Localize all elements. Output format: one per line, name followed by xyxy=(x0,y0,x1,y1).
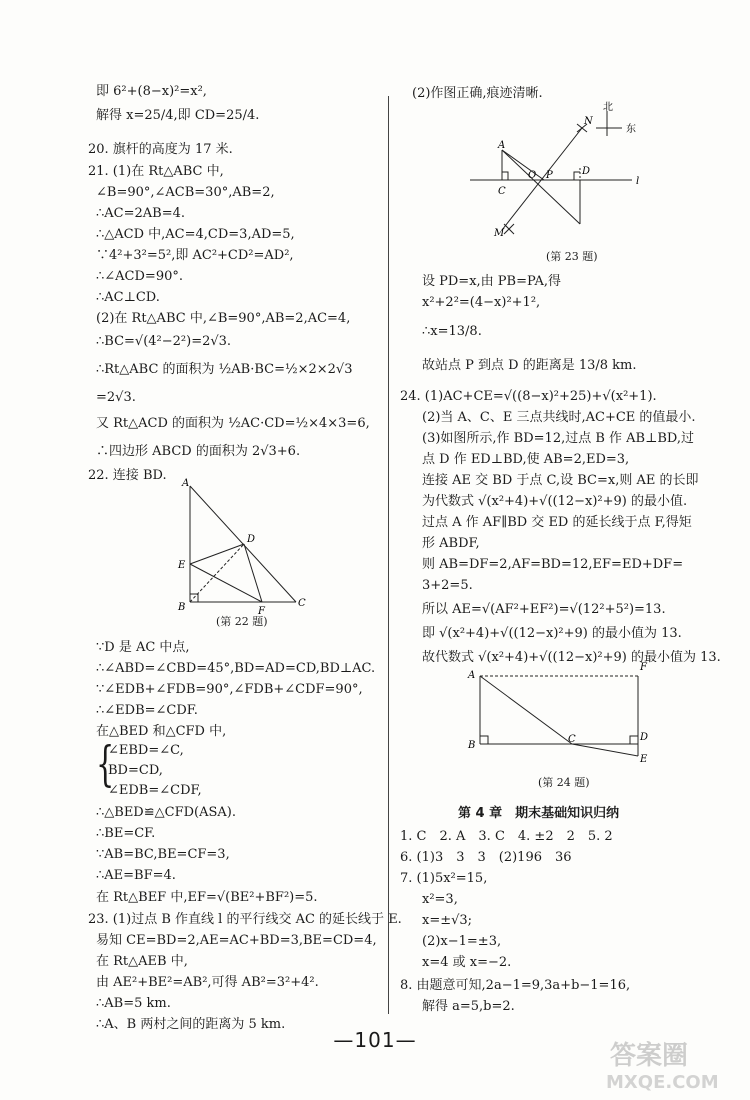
figure-23-diagram xyxy=(462,102,662,246)
figure-22-caption: (第 22 题) xyxy=(216,615,268,628)
text-line: 7. (1)5x²=15, xyxy=(400,871,488,886)
text-line: 即 6²+(8−x)²=x², xyxy=(96,84,207,99)
text-line: 所以 AE=√(AF²+EF²)=√(12²+5²)=13. xyxy=(422,602,666,617)
text-line: 在△BED 和△CFD 中, xyxy=(96,724,227,739)
figure-24-diagram xyxy=(462,664,662,774)
text-line: 在 Rt△AEB 中, xyxy=(96,954,188,969)
figure-24-caption: (第 24 题) xyxy=(538,776,590,789)
text-line: 故站点 P 到点 D 的距离是 13/8 km. xyxy=(422,358,637,373)
label-e: E xyxy=(178,560,186,571)
text-line: =2√3. xyxy=(96,390,136,405)
text-line: ∴△ACD 中,AC=4,CD=3,AD=5, xyxy=(96,227,295,242)
text-line: (2)当 A、C、E 三点共线时,AC+CE 的值最小. xyxy=(422,410,696,425)
text-line: ∴A、B 两村之间的距离为 5 km. xyxy=(96,1017,286,1032)
label-b: B xyxy=(468,740,476,751)
column-divider xyxy=(388,96,389,1014)
text-line: 24. (1)AC+CE=√((8−x)²+25)+√(x²+1). xyxy=(400,389,657,404)
figure-22-diagram xyxy=(172,478,322,617)
text-line: 22. 连接 BD. xyxy=(88,468,167,483)
text-line: ∴BE=CF. xyxy=(96,826,156,841)
figure-23-caption: (第 23 题) xyxy=(546,250,598,263)
figure-22 xyxy=(172,478,322,632)
text-line: 解得 a=5,b=2. xyxy=(422,999,515,1014)
text-line: x²+2²=(4−x)²+1², xyxy=(422,295,541,310)
text-line: 20. 旗杆的高度为 17 米. xyxy=(88,142,233,157)
text-line: ∠B=90°,∠ACB=30°,AB=2, xyxy=(96,185,275,200)
text-line: ∴AB=5 km. xyxy=(96,996,171,1011)
text-line: 8. 由题意可知,2a−1=9,3a+b−1=16, xyxy=(400,978,631,993)
label-p: P xyxy=(546,170,553,181)
text-line: 故代数式 √(x²+4)+√((12−x)²+9) 的最小值为 13. xyxy=(422,650,721,665)
text-line: ∴△BED≌△CFD(ASA). xyxy=(96,805,236,820)
label-d: D xyxy=(247,534,256,545)
text-line: 则 AB=DF=2,AF=BD=12,EF=ED+DF= xyxy=(422,557,684,572)
text-line: ∵∠EDB+∠FDB=90°,∠FDB+∠CDF=90°, xyxy=(96,682,363,697)
text-line: ∴∠EDB=∠CDF. xyxy=(96,703,198,718)
text-line: ∴Rt△ABC 的面积为 ½AB·BC=½×2×2√3 xyxy=(96,362,353,377)
watermark-logo xyxy=(600,1034,740,1094)
text-line: x=4 或 x=−2. xyxy=(422,955,512,970)
brace: { xyxy=(96,736,115,792)
label-f: F xyxy=(640,662,647,673)
label-o: O xyxy=(528,170,537,181)
text-line: ∵D 是 AC 中点, xyxy=(96,640,190,655)
label-d: D xyxy=(582,166,591,177)
watermark-line2: MXQE.COM xyxy=(606,1072,719,1093)
text-line: 又 Rt△ACD 的面积为 ½AC·CD=½×4×3=6, xyxy=(96,416,370,431)
label-c: C xyxy=(298,598,306,609)
label-m: M xyxy=(494,228,505,239)
text-line: x=±√3; xyxy=(422,913,473,928)
label-b: B xyxy=(178,602,186,613)
text-line: ∵AB=BC,BE=CF=3, xyxy=(96,847,230,862)
chapter-title: 第 4 章 期末基础知识归纳 xyxy=(458,806,620,821)
page-number: —101— xyxy=(333,1028,417,1052)
label-north: 北 xyxy=(603,102,613,113)
text-line: (2)x−1=±3, xyxy=(422,934,502,949)
text-line: 在 Rt△BEF 中,EF=√(BE²+BF²)=5. xyxy=(96,890,318,905)
label-n: N xyxy=(584,116,593,127)
label-a: A xyxy=(182,478,190,489)
text-line: 由 AE²+BE²=AB²,可得 AB²=3²+4². xyxy=(96,975,319,990)
text-line: (3)如图所示,作 BD=12,过点 B 作 AB⊥BD,过 xyxy=(422,431,694,446)
text-line: ∠EDB=∠CDF, xyxy=(108,783,202,798)
label-a: A xyxy=(468,670,476,681)
label-c: C xyxy=(568,734,576,745)
text-line: 解得 x=25/4,即 CD=25/4. xyxy=(96,108,260,123)
figure-24 xyxy=(462,664,662,794)
text-line: 即 √(x²+4)+√((12−x)²+9) 的最小值为 13. xyxy=(422,626,682,641)
text-line: ∴BC=√(4²−2²)=2√3. xyxy=(96,334,232,349)
text-line: 21. (1)在 Rt△ABC 中, xyxy=(88,164,224,179)
text-line: x²=3, xyxy=(422,892,458,907)
text-line: ∴x=13/8. xyxy=(422,324,482,339)
text-line: (2)作图正确,痕迹清晰. xyxy=(412,86,543,101)
label-c: C xyxy=(498,186,506,197)
text-line: ∵4²+3²=5²,即 AC²+CD²=AD², xyxy=(96,248,294,263)
label-f: F xyxy=(258,606,265,617)
text-line: 过点 A 作 AF∥BD 交 ED 的延长线于点 F,得矩 xyxy=(422,515,692,530)
watermark-line1: 答案圈 xyxy=(610,1041,689,1071)
text-line: ∴AE=BF=4. xyxy=(96,868,176,883)
text-line: ∴四边形 ABCD 的面积为 2√3+6. xyxy=(96,444,301,459)
text-line: ∴AC⊥CD. xyxy=(96,290,160,305)
text-line: 3+2=5. xyxy=(422,578,473,593)
label-east: 东 xyxy=(626,124,636,135)
text-line: ∴AC=2AB=4. xyxy=(96,206,186,221)
text-line: 1. C 2. A 3. C 4. ±2 2 5. 2 xyxy=(400,829,613,844)
figure-23 xyxy=(462,102,662,266)
text-line: 形 ABDF, xyxy=(422,536,480,551)
text-line: 点 D 作 ED⊥BD,使 AB=2,ED=3, xyxy=(422,452,630,467)
text-line: BD=CD, xyxy=(108,763,163,778)
text-line: (2)在 Rt△ABC 中,∠B=90°,AB=2,AC=4, xyxy=(96,311,351,326)
text-line: 易知 CE=BD=2,AE=AC+BD=3,BE=CD=4, xyxy=(96,933,377,948)
label-d: D xyxy=(640,732,649,743)
text-line: 23. (1)过点 B 作直线 l 的平行线交 AC 的延长线于 E. xyxy=(88,912,402,927)
text-line: 连接 AE 交 BD 于点 C,设 BC=x,则 AE 的长即 xyxy=(422,473,699,488)
watermark-graphic xyxy=(600,1034,740,1094)
text-line: ∴∠ACD=90°. xyxy=(96,269,183,284)
label-a: A xyxy=(498,140,506,151)
label-e: E xyxy=(640,754,648,765)
text-line: 设 PD=x,由 PB=PA,得 xyxy=(422,274,562,289)
text-line: ∴∠ABD=∠CBD=45°,BD=AD=CD,BD⊥AC. xyxy=(96,661,376,676)
text-line: ∠EBD=∠C, xyxy=(108,743,184,758)
text-line: 为代数式 √(x²+4)+√((12−x)²+9) 的最小值. xyxy=(422,494,688,509)
text-line: 6. (1)3 3 3 (2)196 36 xyxy=(400,850,572,865)
label-l: l xyxy=(636,176,640,187)
